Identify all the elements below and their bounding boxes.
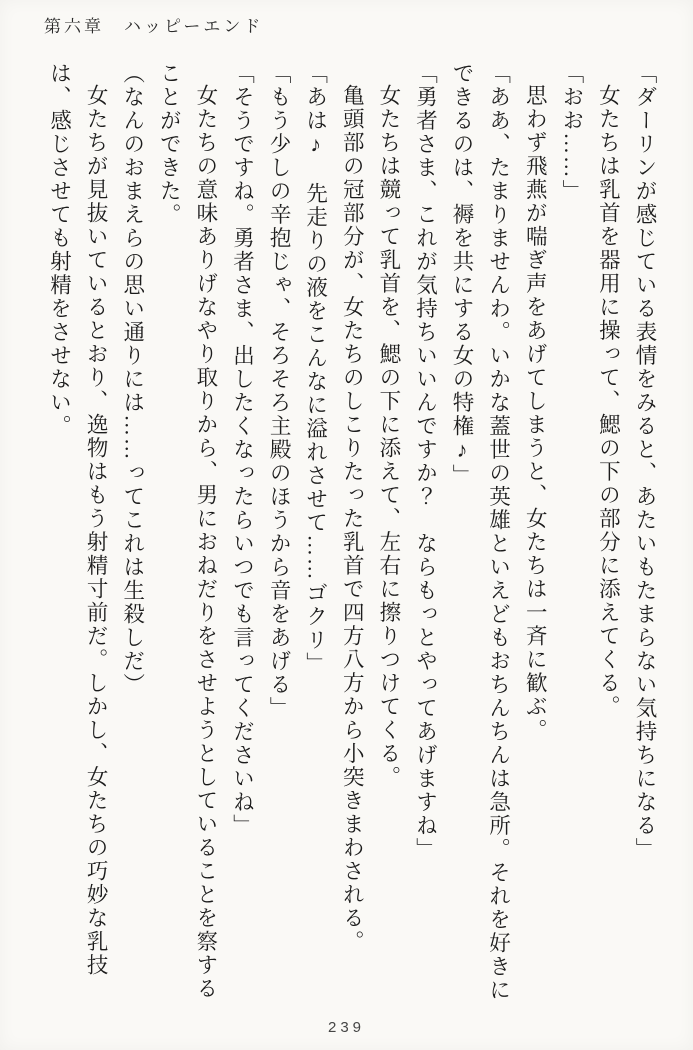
chapter-header: 第六章 ハッピーエンド bbox=[44, 17, 264, 36]
paragraph: 女たちが見抜いているとおり、逸物はもう射精寸前だ。しかし、女たちの巧妙な乳技は、感じさせても射精をさせない。 bbox=[47, 62, 109, 977]
paragraph: 「ダーリンが感じている表情をみると、あたいもたまらない気持ちになる」 bbox=[633, 62, 657, 861]
paragraph: 「おお……」 bbox=[559, 62, 584, 203]
paragraph: 女たちの意味ありげなやり取りから、男におねだりをさせようとしていることを察することができた。 bbox=[157, 62, 218, 1000]
paragraph: 女たちは競って乳首を、鰓の下に添えて、左右に擦りつけてくる。 bbox=[376, 83, 401, 789]
paragraph: 「もう少しの辛抱じゃ、そろそろ主殿のほうから音をあげる」 bbox=[267, 62, 292, 720]
paragraph: 女たちは乳首を器用に操って、鰓の下の部分に添えてくる。 bbox=[596, 83, 621, 718]
page-number: 239 bbox=[327, 1019, 366, 1036]
paragraph: 「ああ、たまりませんわ。いかな蓋世の英雄といえどもおちんちんは急所。それを好きにできるのは、褥を共にする女の特権♪」 bbox=[450, 62, 511, 1002]
paragraph: 「そうですね。勇者さま、出したくなったらいつでも言ってくださいね」 bbox=[230, 62, 255, 838]
paragraph: 「勇者さま、これが気持ちいいんですか？ ならもっとやってあげますね」 bbox=[413, 62, 438, 861]
body-text bbox=[29, 62, 663, 1010]
paragraph: 亀頭部の冠部分が、女たちのしこりたった乳首で四方八方から小突きまわされる。 bbox=[340, 83, 365, 953]
paragraph: （なんのおまえらの思い通りには……ってこれは生殺しだ） bbox=[120, 62, 145, 697]
paragraph: 「あは♪ 先走りの液をこんなに溢れさせて……ゴクリ」 bbox=[303, 62, 328, 676]
paragraph: 思わず飛燕が喘ぎ声をあげてしまうと、女たちは一斉に歓ぶ。 bbox=[523, 83, 548, 742]
